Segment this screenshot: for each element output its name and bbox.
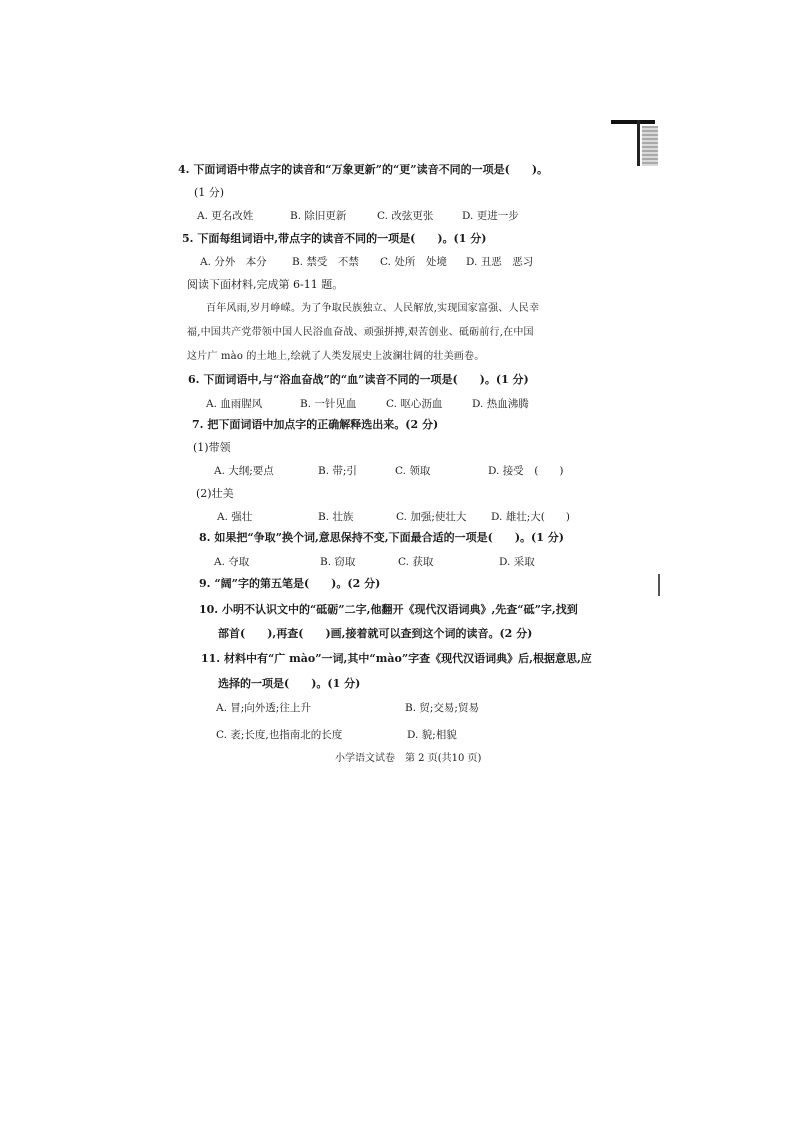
q7-sub1-option-c: C. 领取: [395, 465, 431, 477]
q7-sub2-option-c: C. 加强;使壮大: [396, 511, 467, 523]
q7-sub1-option-a: A. 大纲;要点: [214, 465, 274, 477]
page-footer: 小学语文试卷 第 2 页(共10 页): [335, 753, 482, 764]
q10-line-2: 部首( ),再查( )画,接着就可以查到这个词的读音。(2 分): [218, 627, 533, 640]
q7-sub2-option-d: D. 雄壮;大( ): [491, 511, 570, 523]
q8-option-b: B. 窃取: [320, 556, 356, 568]
reading-line-3: 这片广 mào 的土地上,绘就了人类发展史上波澜壮阔的壮美画卷。: [187, 351, 485, 362]
scan-corner-line: [637, 120, 640, 166]
q7-sub2-option-a: A. 强壮: [217, 511, 253, 523]
q4-stem: 4. 下面词语中带点字的读音和“万象更新”的“更”读音不同的一项是( )。: [178, 163, 549, 176]
q7-sub2-label: (2)壮美: [196, 487, 234, 500]
reading-intro: 阅读下面材料,完成第 6-11 题。: [187, 278, 344, 291]
reading-line-1: 百年风雨,岁月峥嵘。为了争取民族独立、人民解放,实现国家富强、人民幸: [206, 303, 540, 314]
q8-option-a: A. 夺取: [214, 556, 250, 568]
q11-option-c: C. 袤;长度,也指南北的长度: [216, 729, 343, 741]
scan-corner-mark: [611, 120, 655, 124]
q6-option-a: A. 血雨腥风: [206, 398, 263, 410]
q5-option-c: C. 处所 处境: [380, 256, 447, 268]
reading-line-2: 福,中国共产党带领中国人民浴血奋战、顽强拼搏,艰苦创业、砥砺前行,在中国: [187, 327, 534, 338]
q7-sub1-label: (1)带领: [193, 441, 231, 454]
q11-option-d: D. 貌;相貌: [407, 729, 457, 741]
q6-stem: 6. 下面词语中,与“浴血奋战”的“血”读音不同的一项是( )。(1 分): [188, 373, 529, 386]
q11-line-2: 选择的一项是( )。(1 分): [218, 677, 361, 690]
q8-option-c: C. 获取: [398, 556, 434, 568]
q11-option-a: A. 冒;向外透;往上升: [216, 702, 311, 714]
q5-option-b: B. 禁受 不禁: [292, 256, 359, 268]
q7-sub2-option-b: B. 壮族: [318, 511, 354, 523]
q4-option-a: A. 更名改姓: [197, 210, 254, 222]
q6-option-d: D. 热血沸腾: [472, 398, 529, 410]
q4-score: (1 分): [194, 186, 225, 199]
q11-line-1: 11. 材料中有“广 mào”一词,其中“mào”字查《现代汉语词典》后,根据意思,应: [201, 652, 592, 665]
q5-option-a: A. 分外 本分: [200, 256, 267, 268]
q4-option-d: D. 更进一步: [462, 210, 519, 222]
q9-stem: 9. “阔”字的第五笔是( )。(2 分): [199, 577, 381, 590]
scan-shadow: [642, 126, 658, 166]
q8-option-d: D. 采取: [499, 556, 535, 568]
q7-sub1-option-d: D. 接受 ( ): [488, 465, 564, 477]
q7-stem: 7. 把下面词语中加点字的正确解释选出来。(2 分): [192, 418, 439, 431]
q7-sub1-option-b: B. 带;引: [318, 465, 357, 477]
scan-edge-mark: [658, 574, 660, 596]
q4-option-c: C. 改弦更张: [377, 210, 434, 222]
q11-option-b: B. 贸;交易;贸易: [405, 702, 479, 714]
q4-option-b: B. 除旧更新: [290, 210, 347, 222]
q6-option-b: B. 一针见血: [300, 398, 357, 410]
q10-line-1: 10. 小明不认识文中的“砥砺”二字,他翻开《现代汉语词典》,先查“砥”字,找到: [199, 603, 578, 616]
q5-option-d: D. 丑恶 恶习: [466, 256, 534, 268]
q5-stem: 5. 下面每组词语中,带点字的读音不同的一项是( )。(1 分): [182, 232, 487, 245]
q6-option-c: C. 呕心沥血: [386, 398, 443, 410]
q8-stem: 8. 如果把“争取”换个词,意思保持不变,下面最合适的一项是( )。(1 分): [199, 531, 564, 544]
